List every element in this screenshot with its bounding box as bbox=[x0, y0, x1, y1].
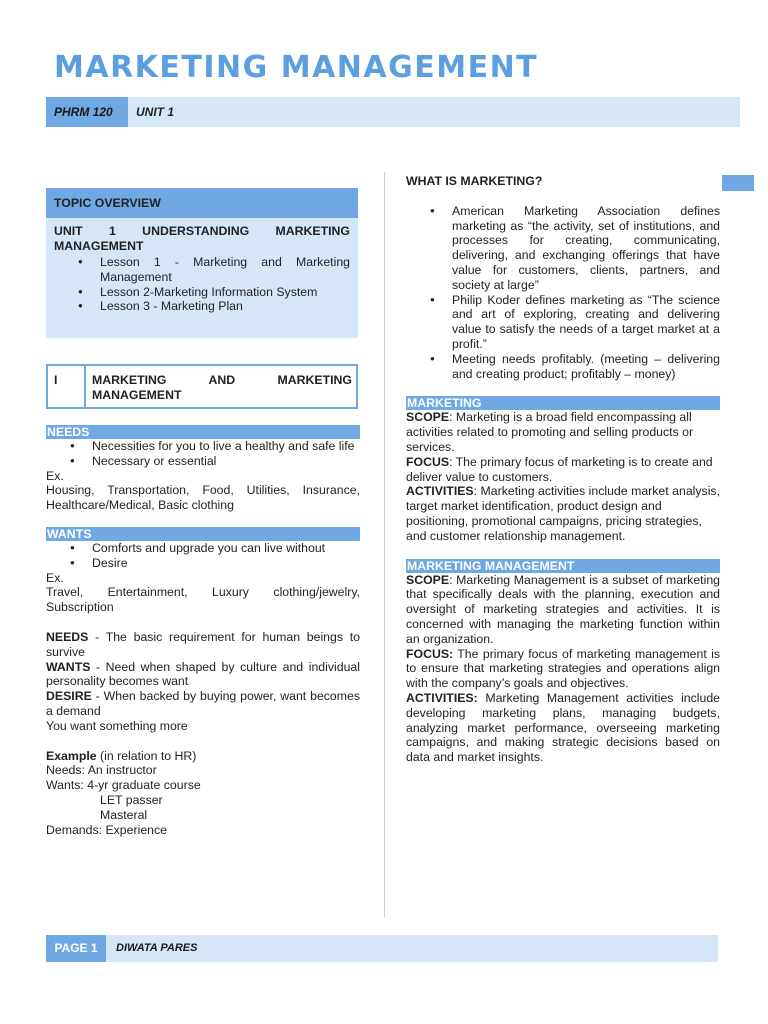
wants-definition: WANTS - Need when shaped by culture and individual personality becomes want bbox=[46, 659, 360, 689]
left-column bbox=[46, 425, 360, 837]
section-title: MARKETING AND MARKETING MANAGEMENT bbox=[92, 373, 352, 402]
right-column bbox=[406, 174, 720, 765]
list-item: ● American Marketing Association defines marketing as “the activity, set of institutions, and processes for creating, communicating, delivering, and exchanging offerings that have value for customers, clients, partners, and society at large” bbox=[406, 204, 720, 293]
lesson-item: ● Lesson 1 - Marketing and Marketing Management bbox=[54, 255, 350, 285]
list-item: ● Necessary or essential bbox=[46, 454, 360, 469]
wants-examples: Travel, Entertainment, Luxury clothing/jewelry, Subscription bbox=[46, 585, 360, 615]
marketing-management-label: MARKETING MANAGEMENT bbox=[406, 559, 720, 573]
desire-definition: DESIRE - When backed by buying power, want becomes a demand bbox=[46, 689, 360, 718]
marketing-activities: ACTIVITIES: Marketing activities include market analysis, target market identification, product design and bbox=[406, 484, 720, 514]
list-item: ● Comforts and upgrade you can live without bbox=[46, 541, 360, 556]
marketing-scope-line: activities related to promoting and selling products or bbox=[406, 425, 694, 440]
example-wants: Wants: 4-yr graduate course bbox=[46, 778, 201, 793]
marketing-scope: SCOPE: Marketing is a broad field encompassing all bbox=[406, 410, 692, 425]
needs-definition: NEEDS - The basic requirement for human beings to survive bbox=[46, 629, 360, 659]
mm-activities: ACTIVITIES: Marketing Management activities include developing marketing plans, managing budgets, analyzing market performance, overseeing marketing campaigns, and making strategic decisions based on data and market insights. bbox=[406, 690, 720, 765]
corner-tab bbox=[722, 175, 754, 191]
topic-unit-title: UNIT 1 UNDERSTANDING MARKETING MANAGEMENT bbox=[54, 224, 350, 253]
topic-overview-box bbox=[46, 188, 358, 338]
lesson-list bbox=[54, 255, 350, 314]
footer-bar bbox=[46, 935, 718, 962]
wants-ex-label: Ex. bbox=[46, 570, 64, 585]
list-item: ● Philip Koder defines marketing as “The science and art of exploring, creating and delivering value to satisfy the needs of a target market at a profit.” bbox=[406, 293, 720, 352]
marketing-activities-line: and customer relationship management. bbox=[406, 528, 626, 543]
page-number: PAGE 1 bbox=[46, 935, 106, 962]
topic-overview-heading: TOPIC OVERVIEW bbox=[46, 188, 358, 218]
header-bar bbox=[46, 97, 740, 127]
section-number: I bbox=[48, 366, 86, 407]
definition-extra: You want something more bbox=[46, 718, 188, 733]
mm-focus: FOCUS: The primary focus of marketing management is to ensure that marketing strategies and operations align with the company’s goals and objectives. bbox=[406, 646, 720, 691]
list-item: ● Necessities for you to live a healthy and safe life bbox=[46, 439, 360, 454]
mm-scope: SCOPE: Marketing Management is a subset of marketing that specifically deals with the planning, execution and oversight of marketing strategies and activities. It is concerned with managing the marketing function within an organization. bbox=[406, 572, 720, 646]
marketing-scope-line: services. bbox=[406, 439, 455, 454]
needs-examples: Housing, Transportation, Food, Utilities, Insurance, Healthcare/Medical, Basic clothing bbox=[46, 483, 360, 513]
example-wants-sub: LET passer bbox=[100, 792, 163, 807]
lesson-item: ● Lesson 3 - Marketing Plan bbox=[54, 299, 350, 314]
what-is-marketing-heading: WHAT IS MARKETING? bbox=[406, 174, 543, 188]
column-divider bbox=[384, 172, 385, 917]
list-item: ● Meeting needs profitably. (meeting – delivering and creating product; profitably – money) bbox=[406, 352, 720, 382]
needs-list bbox=[46, 439, 360, 469]
marketing-focus-line: deliver value to customers. bbox=[406, 469, 553, 484]
example-heading: Example (in relation to HR) bbox=[46, 748, 197, 763]
unit-label: UNIT 1 bbox=[136, 105, 175, 119]
lesson-item: ● Lesson 2-Marketing Information System bbox=[54, 285, 350, 300]
list-item: ● Desire bbox=[46, 556, 360, 571]
author-name: DIWATA PARES bbox=[116, 942, 198, 954]
page-title: MARKETING MANAGEMENT bbox=[54, 50, 539, 85]
course-code: PHRM 120 bbox=[46, 97, 128, 127]
needs-ex-label: Ex. bbox=[46, 468, 64, 483]
marketing-focus: FOCUS: The primary focus of marketing is to create and bbox=[406, 454, 713, 469]
marketing-label: MARKETING bbox=[406, 396, 720, 410]
wants-list bbox=[46, 541, 360, 571]
example-demands: Demands: Experience bbox=[46, 822, 167, 837]
example-wants-sub: Masteral bbox=[100, 807, 148, 822]
marketing-definitions-list bbox=[406, 204, 720, 382]
needs-label: NEEDS bbox=[46, 425, 360, 439]
marketing-activities-line: positioning, promotional campaigns, pricing strategies, bbox=[406, 513, 702, 528]
example-needs: Needs: An instructor bbox=[46, 763, 157, 778]
wants-label: WANTS bbox=[46, 527, 360, 541]
section-box bbox=[46, 364, 358, 409]
